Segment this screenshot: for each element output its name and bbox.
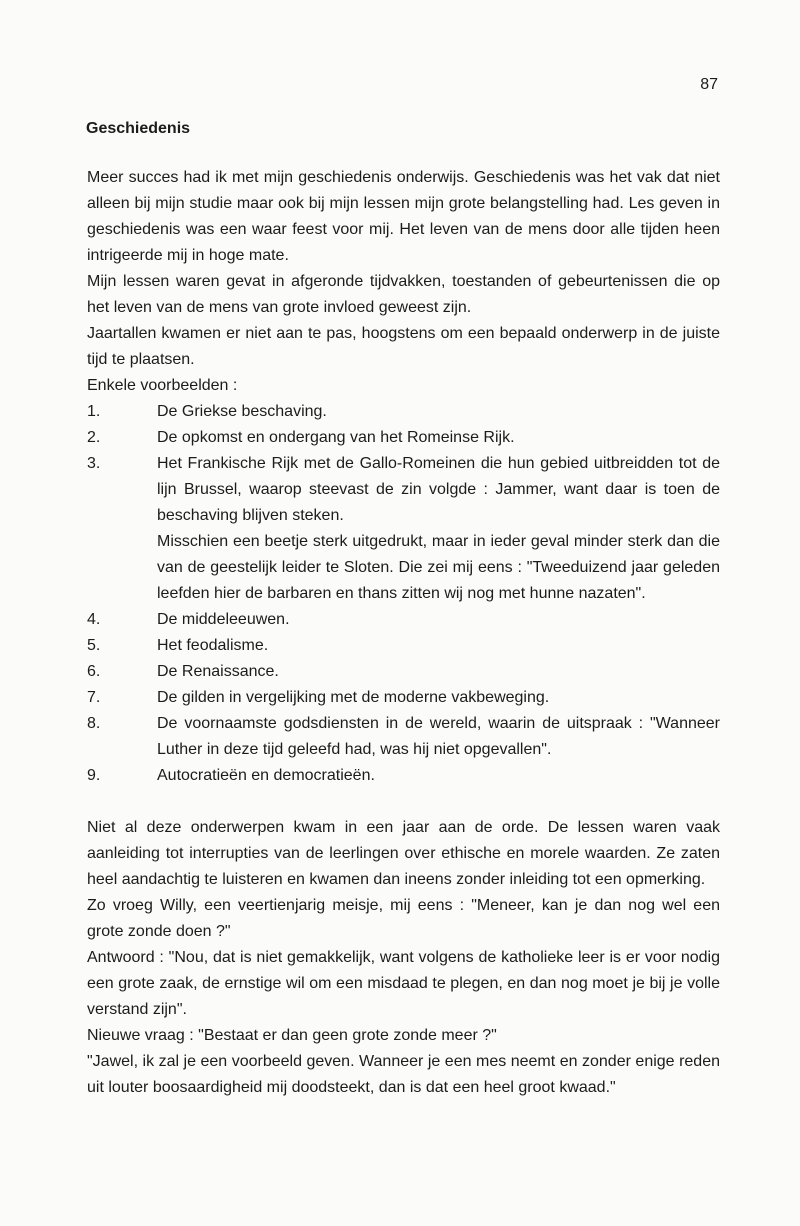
page-number: 87 [700, 76, 718, 93]
list-text: De gilden in vergelijking met de moderne vakbeweging. [157, 689, 550, 706]
list-text: De Renaissance. [157, 663, 279, 680]
section-heading: Geschiedenis [86, 120, 191, 137]
list-text: Autocratieën en democratieën. [157, 767, 375, 784]
paragraph: Enkele voorbeelden : [87, 377, 238, 394]
paragraph: Jaartallen kwamen er niet aan te pas, hoogstens om een bepaald onderwerp in de juiste tijd te plaatsen. [87, 325, 720, 368]
list-text: De voornaamste godsdiensten in de wereld, waarin de uitspraak : "Wanneer Luther in deze tijd geleefd had, was hij niet opgevallen". [157, 715, 720, 758]
list-number: 1. [87, 403, 101, 420]
list-text-continuation: Misschien een beetje sterk uitgedrukt, maar in ieder geval minder sterk dan die van de geestelijk leider te Sloten. Die zei mij eens : "Tweeduizend jaar geleden leefden hier de barbaren en thans zitten wij nog met hunne nazaten". [157, 533, 720, 602]
list-number: 4. [87, 611, 101, 628]
list-text: De middeleeuwen. [157, 611, 290, 628]
list-number: 6. [87, 663, 101, 680]
list-text: De Griekse beschaving. [157, 403, 327, 420]
list-item [87, 659, 720, 685]
paragraph: Meer succes had ik met mijn geschiedenis onderwijs. Geschiedenis was het vak dat niet alleen bij mijn studie maar ook bij mijn lessen mijn grote belangstelling had. Les geven in geschiedenis was een waar feest voor mij. Het leven van de mens door alle tijden heen intrigeerde mij in hoge mate. [87, 169, 720, 264]
list-item [87, 633, 720, 659]
list-item [87, 763, 720, 789]
list-text: De opkomst en ondergang van het Romeinse Rijk. [157, 429, 515, 446]
list-item [87, 711, 720, 763]
list-text: Het Frankische Rijk met de Gallo-Romeinen die hun gebied uitbreidden tot de lijn Brussel, waarop steevast de zin volgde : Jammer, want daar is toen de beschaving blijven steken. [157, 455, 720, 524]
paragraph: Nieuwe vraag : "Bestaat er dan geen grote zonde meer ?" [87, 1027, 497, 1044]
paragraph: Niet al deze onderwerpen kwam in een jaar aan de orde. De lessen waren vaak aanleiding tot interrupties van de leerlingen over ethische en morele waarden. Ze zaten heel aandachtig te luisteren en kwamen dan ineens zonder inleiding tot een opmerking. [87, 819, 720, 888]
paragraph: Antwoord : "Nou, dat is niet gemakkelijk, want volgens de katholieke leer is er voor nodig een grote zaak, de ernstige wil om een misdaad te plegen, en dan nog moet je bij je volle verstand zijn". [87, 949, 720, 1018]
list-item [87, 399, 720, 425]
list-item [87, 685, 720, 711]
list-number: 9. [87, 767, 101, 784]
list-number: 2. [87, 429, 101, 446]
list-number: 7. [87, 689, 101, 706]
list-item [87, 607, 720, 633]
page-body [87, 165, 720, 1101]
paragraph: Zo vroeg Willy, een veertienjarig meisje, mij eens : "Meneer, kan je dan nog wel een grote zonde doen ?" [87, 897, 720, 940]
list-text: Het feodalisme. [157, 637, 269, 654]
list-number: 3. [87, 455, 101, 472]
list-item [87, 425, 720, 451]
paragraph-gap [87, 789, 720, 815]
list-item [87, 451, 720, 607]
list-number: 5. [87, 637, 101, 654]
list-number: 8. [87, 715, 101, 732]
list-body [157, 451, 720, 607]
paragraph: "Jawel, ik zal je een voorbeeld geven. Wanneer je een mes neemt en zonder enige reden uit louter boosaardigheid mij doodsteekt, dan is dat een heel groot kwaad." [87, 1053, 720, 1096]
paragraph: Mijn lessen waren gevat in afgeronde tijdvakken, toestanden of gebeurtenissen die op het leven van de mens van grote invloed geweest zijn. [87, 273, 720, 316]
